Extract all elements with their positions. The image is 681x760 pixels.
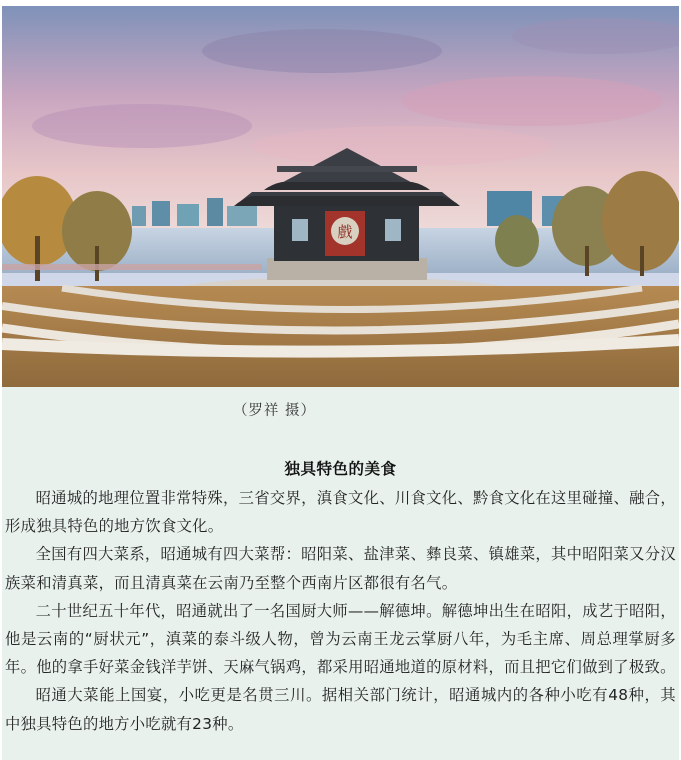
photo-caption: （罗祥 摄）	[232, 403, 317, 419]
paragraph: 昭通城的地理位置非常特殊，三省交界，滇食文化、川食文化、黔食文化在这里碰撞、融合，形成独具特色的地方饮食文化。	[5, 489, 676, 536]
stage-seal-text: 戲	[337, 223, 353, 241]
pavilion-photo	[2, 6, 679, 387]
article-body	[2, 387, 679, 760]
paragraph: 二十世纪五十年代，昭通就出了一名国厨大师——解德坤。解德坤出生在昭阳，成艺于昭阳，他是云南的“厨状元”，滇菜的泰斗级人物，曾为云南王龙云掌厨八年，为毛主席、周总理掌厨多年。他的拿手好菜金钱洋芋饼、天麻气锅鸡，都采用昭通地道的原材料，而且把它们做到了极致。	[5, 601, 676, 677]
paragraph: 昭通大菜能上国宴，小吃更是名贯三川。据相关部门统计，昭通城内的各种小吃有48种，其中独具特色的地方小吃就有23种。	[5, 686, 676, 733]
article-paragraphs	[5, 484, 676, 738]
paragraph: 全国有四大菜系，昭通城有四大菜帮：昭阳菜、盐津菜、彝良菜、镇雄菜，其中昭阳菜又分汉族菜和清真菜，而且清真菜在云南乃至整个西南片区都很有名气。	[5, 545, 676, 592]
section-heading: 独具特色的美食	[284, 460, 397, 478]
